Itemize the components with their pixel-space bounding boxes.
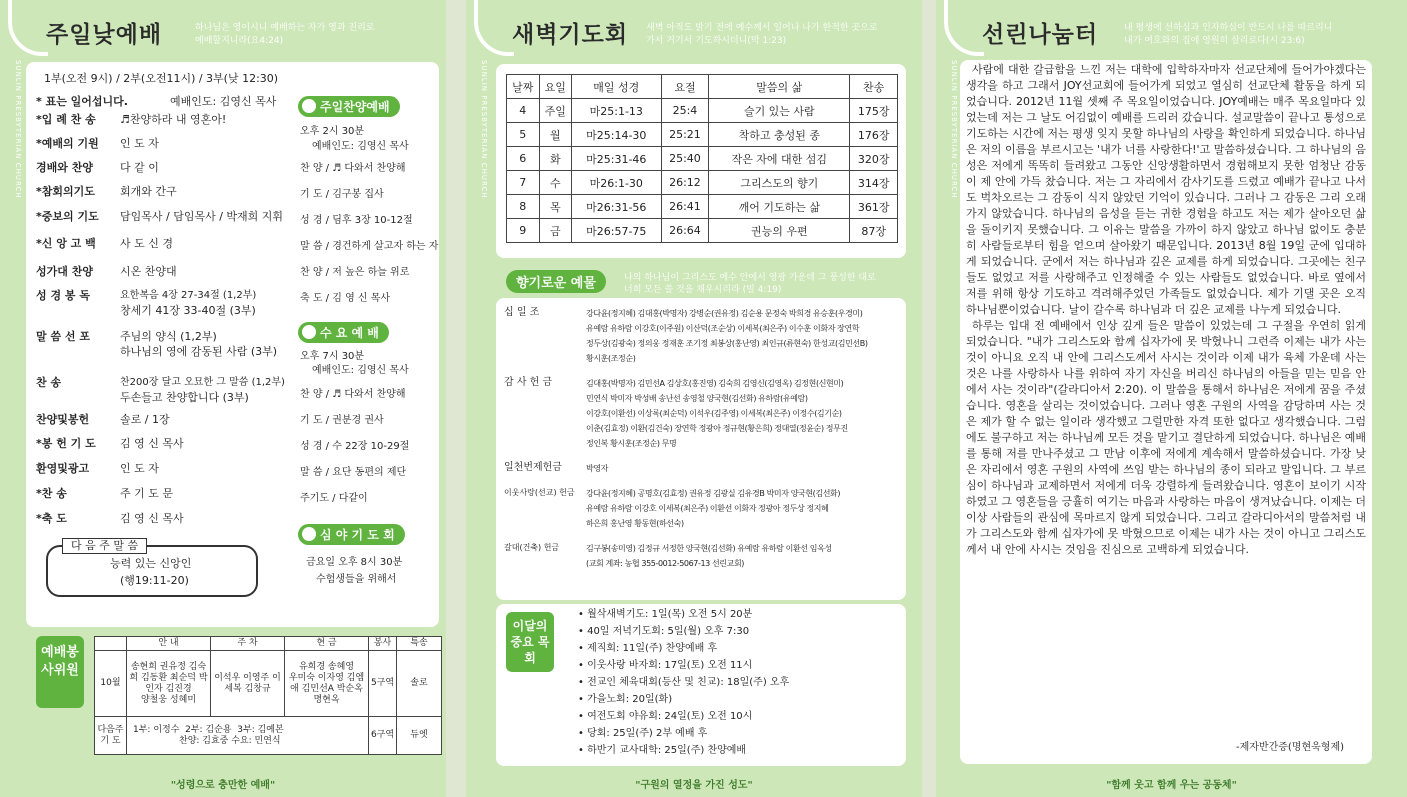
night-prayer-time: 금요일 오후 8시 30분 <box>306 557 403 568</box>
vol-header-song: 특송 <box>397 637 442 651</box>
order-label: *입 례 찬 송 <box>36 113 96 126</box>
order-label: *신 앙 고 백 <box>36 237 96 250</box>
vol-header-offering: 현 금 <box>285 637 369 651</box>
next-week-3: 3부: 김예본 <box>237 724 284 735</box>
vol-guide2: 양철웅 성혜미 <box>140 694 197 705</box>
dawn-table-cell: 마26:1-30 <box>572 171 662 195</box>
header-curve-decoration <box>8 0 48 56</box>
news-item: • 이웃사랑 바자회: 17일(토) 오전 11시 <box>578 660 753 671</box>
dawn-table-cell: 권능의 우편 <box>709 219 850 243</box>
offering-names: 이강호(이환선) 이상록(최순덕) 이석우(김주영) 이세복(최은주) 이정수(김기순) <box>586 409 842 418</box>
next-sermon-label: 다 음 주 말 씀 <box>62 538 147 554</box>
next-week-1: 1부: 이정수 <box>133 724 180 735</box>
order-value: 두손들고 찬양합니다 (3부) <box>120 391 249 404</box>
offering-verse-line1: 나의 하나님이 그리스도 예수 안에서 영광 가운데 그 풍성한 대로 <box>624 273 876 283</box>
dawn-table-cell: 마26:57-75 <box>572 219 662 243</box>
service-row: 축 도 / 김 영 신 목사 <box>300 293 391 304</box>
order-label: *예배의 기원 <box>36 137 99 150</box>
dawn-table-header: 매일 성경 <box>572 75 662 99</box>
vol-service: 5구역 <box>369 651 397 717</box>
dawn-table-row <box>507 123 898 147</box>
news-item: • 40일 저녁기도회: 5일(월) 오후 7:30 <box>578 626 750 637</box>
offering-names: 강다윤(정지혜) 김대홍(박명자) 강병순(권유정) 김순용 문정숙 박희경 유승훈(우경미) <box>586 309 863 318</box>
dawn-table-cell: 25:21 <box>661 123 709 147</box>
offering-names: 김구봉(송미영) 김정규 서정한 양국현(김선화) 유예람 유하람 이환선 임옥성 <box>586 544 832 553</box>
pill-dot-icon <box>302 99 316 113</box>
worship-title: 주일낮예배 <box>46 22 163 48</box>
offering-names: 정인복 황시훈(조정순) 무명 <box>586 439 677 448</box>
dawn-table-cell: 마25:14-30 <box>572 123 662 147</box>
order-value: 담임목사 / 담임목사 / 박재희 지휘 <box>120 210 284 223</box>
wednesday-service-title: 수 요 예 배 <box>320 326 379 340</box>
next-service: 6구역 <box>369 717 397 755</box>
praise-service-lead: 예배인도: 김영신 목사 <box>312 141 409 152</box>
dawn-table-cell: 26:64 <box>661 219 709 243</box>
sharing-panel <box>936 0 1407 797</box>
offering-label: 일천번제헌금 <box>504 462 562 473</box>
order-label: * 표는 일어섭니다. <box>36 95 128 108</box>
dawn-table-cell: 작은 자에 대한 섬김 <box>709 147 850 171</box>
next-song: 듀엣 <box>397 717 442 755</box>
service-row: 말 씀 / 요단 동편의 제단 <box>300 467 407 478</box>
dawn-table-cell: 금 <box>539 219 572 243</box>
news-item: • 여전도회 야유회: 24일(토) 오전 10시 <box>578 711 753 722</box>
dawn-table-cell: 6 <box>507 147 540 171</box>
offering-names: 강다윤(정지혜) 공명호(김효정) 권유정 김광실 김유경B 박미자 양국현(김선화) <box>586 489 841 498</box>
next-week-label: 다음주 기 도 <box>95 717 127 755</box>
dawn-table-cell: 월 <box>539 123 572 147</box>
dawn-table-cell: 그리스도의 향기 <box>709 171 850 195</box>
worship-header <box>0 0 446 62</box>
dawn-table-cell: 7 <box>507 171 540 195</box>
worship-verse-line2: 예배할지니라(요4:24) <box>195 36 284 46</box>
next-sermon-ref: (행19:11-20) <box>120 574 189 587</box>
offering-names: 민연식 박미자 박성배 송난선 송영철 양국현(김선화) 유하람(유예람) <box>586 394 808 403</box>
offering-names: (교회 계좌: 농협 355-0012-5067-13 선린교회) <box>586 559 745 568</box>
offering-names: 정두상(김광숙) 정의웅 정재훈 조기정 최봉상(홍난영) 최인규(류현숙) 한성교(김민선B) <box>586 339 868 348</box>
next-week-2: 2부: 김순용 <box>185 724 232 735</box>
night-prayer-desc: 수험생들을 위해서 <box>316 574 397 585</box>
dawn-table-header: 날짜 <box>507 75 540 99</box>
service-times: 1부(오전 9시) / 2부(오전11시) / 3부(낮 12:30) <box>44 72 279 85</box>
order-value: 인 도 자 <box>120 462 159 475</box>
dawn-table-cell: 25:40 <box>661 147 709 171</box>
church-side-label: SUNLIN PRESBYTERIAN CHURCH <box>950 60 958 199</box>
vol-header-guide: 안 내 <box>127 637 211 651</box>
dawn-table-cell: 화 <box>539 147 572 171</box>
dawn-verse-line2: 가서 거기서 기도하시더니(막 1:23) <box>646 36 787 46</box>
news-item: • 가을노회: 20일(화) <box>578 694 673 705</box>
vol-header-parking: 주 차 <box>211 637 285 651</box>
testimony-essay <box>966 62 1366 558</box>
vol-parking: 이석우 이영주 이세복 김창규 <box>211 651 285 717</box>
news-item: • 제직회: 11일(주) 찬양예배 후 <box>578 643 718 654</box>
offering-names: 이춘(김효정) 이환(김건숙) 장연학 정광아 정규현(황은희) 정대열(정윤순) 정무진 <box>586 424 848 433</box>
service-row: 성 경 / 딤후 3장 10-12절 <box>300 215 413 226</box>
pill-dot-icon <box>302 527 316 541</box>
dawn-table-cell: 마25:31-46 <box>572 147 662 171</box>
order-label: 성 경 봉 독 <box>36 289 90 302</box>
dawn-table-cell: 마25:1-13 <box>572 99 662 123</box>
order-value: 사 도 신 경 <box>120 237 173 250</box>
dawn-verse-line1: 새벽 아직도 밝기 전에 예수께서 일어나 나가 한적한 곳으로 <box>646 23 878 33</box>
dawn-table-row <box>507 99 898 123</box>
pill-dot-icon <box>302 325 316 339</box>
dawn-footer: "구원의 열정을 가진 성도" <box>635 780 753 791</box>
offering-names: 유예람 유하람 이강호 이세복(최은주) 이환선 이화자 정광아 정두상 정지혜 <box>586 504 829 513</box>
dawn-table-cell: 8 <box>507 195 540 219</box>
news-item: • 당회: 25일(주) 2부 예배 후 <box>578 728 708 739</box>
night-prayer-pill <box>298 524 405 545</box>
news-item: • 전교인 체육대회(등산 및 친교): 18일(주) 오후 <box>578 677 790 688</box>
vol-offering: 유희경 송혜영 <box>298 661 355 672</box>
order-label: *축 도 <box>36 512 67 525</box>
order-value: ♬찬양하라 내 영혼아! <box>120 113 227 126</box>
vol-offering2: 우미숙 이자영 김엠애 김민선A 박순옥 <box>288 672 365 694</box>
news-item: • 월삭새벽기도: 1일(목) 오전 5시 20분 <box>578 609 753 620</box>
night-prayer-title: 심 야 기 도 회 <box>320 528 395 542</box>
service-row: 기 도 / 김구봉 집사 <box>300 189 384 200</box>
service-row: 찬 양 / ♬ 다와서 찬양해 <box>300 163 406 174</box>
wednesday-service-time: 오후 7시 30분 <box>300 351 365 362</box>
dawn-table-cell: 26:12 <box>661 171 709 195</box>
dawn-table-header: 찬송 <box>850 75 898 99</box>
offering-pill: 향기로운 예물 <box>506 270 606 293</box>
dawn-table-cell: 5 <box>507 123 540 147</box>
essay-signature: -제자반간증(명현욱형제) <box>1236 742 1345 753</box>
worship-panel <box>0 0 446 797</box>
dawn-table-cell: 4 <box>507 99 540 123</box>
dawn-table-cell: 25:4 <box>661 99 709 123</box>
wednesday-service-pill <box>298 322 389 343</box>
service-row: 주기도 / 다같이 <box>300 493 368 504</box>
sharing-verse-line1: 내 평생에 선하심과 인자하심이 반드시 나를 따르리니 <box>1124 23 1333 33</box>
vol-month: 10월 <box>95 651 127 717</box>
dawn-table-cell: 주일 <box>539 99 572 123</box>
order-value: 요한복음 4장 27-34절 (1,2부) <box>120 290 257 301</box>
vol-corner <box>95 637 127 651</box>
sharing-footer: "함께 웃고 함께 우는 공동체" <box>1106 780 1237 791</box>
next-week-4: 찬양: 김효중 수요: 민연식 <box>179 735 281 746</box>
order-value: 김 영 신 목사 <box>120 437 184 450</box>
dawn-table-cell: 320장 <box>850 147 898 171</box>
dawn-schedule-table <box>506 74 898 243</box>
dawn-table-row <box>507 171 898 195</box>
service-row: 찬 양 / 저 높은 하늘 위로 <box>300 267 410 278</box>
order-value: 회개와 간구 <box>120 185 177 198</box>
dawn-table-cell: 수 <box>539 171 572 195</box>
order-value: 다 같 이 <box>120 161 159 174</box>
offering-label: 이웃사랑(선교) 헌금 <box>504 488 575 497</box>
order-value: 주님의 양식 (1,2부) <box>120 330 217 343</box>
order-label: 찬양및봉헌 <box>36 413 90 426</box>
dawn-table-row <box>507 195 898 219</box>
dawn-table-cell: 9 <box>507 219 540 243</box>
dawn-table-row <box>507 147 898 171</box>
church-side-label: SUNLIN PRESBYTERIAN CHURCH <box>480 60 488 199</box>
order-label: 찬 송 <box>36 376 62 389</box>
offering-label: 감 사 헌 금 <box>504 377 553 388</box>
offering-names: 김대홍(박명자) 김민선A 김상호(홍진영) 김숙희 김영신(김영옥) 김정현(신현미) <box>586 379 844 388</box>
order-label: 말 씀 선 포 <box>36 330 90 343</box>
sharing-verse-line2: 내가 여호와의 집에 영원히 살리로다(시 23:6) <box>1124 36 1305 46</box>
order-label: *참회의기도 <box>36 185 95 198</box>
dawn-table-cell: 슬기 있는 사람 <box>709 99 850 123</box>
service-row: 말 씀 / 경건하게 살고자 하는 자 <box>300 241 439 252</box>
order-label: *찬 송 <box>36 487 67 500</box>
dawn-prayer-panel <box>466 0 922 797</box>
essay-paragraph: 하루는 입대 전 예배에서 인상 깊게 들은 말씀이 있었는데 그 구절을 우연히 읽게 되었습니다. "내가 그리스도와 함께 십자가에 못 박혔나니 그런즉 이제는 내가 사는 것이 아니요 오직 내 안에 그리스도께서 사시는 것이라 이제 내가 육체 가운데 사는 것은 나를 사랑하사 나를 위하여 자기 자신을 버리신 하나님의 아들을 믿는 믿음 안에서 사는 것이라"(갈라디아서 2:20). 이 말씀을 통해서 하나님은 저에게 꿈을 주셨습니다. 영혼을 살리는 것이었습니다. 그러나 영혼 구원의 사역을 감당하며 사는 것은 제가 할 수 없는 일이라 생각했고 그럴만한 자격 또한 없다고 생각했습니다. 그럼에도 불구하고 저는 하나님께 모든 것을 맡기고 결단하게 되었습니다. 하나님은 예배를 통해 저를 만나주셨고 그 만남 이후에 저에게 계속해서 말씀하셨습니다. 가장 낮은 자리에서 영혼 구원의 사역에 쓰임 받는 하나님의 종이 되라고 말입니다. 그 부르심이 하나님과 교제하면서 저에게 더욱 강렬하게 들려왔습니다. 영혼이 보이기 시작하였고 그 영혼들을 긍휼히 여기는 마음과 사랑하는 마음이 생겨났습니다. 이제는 더 이상 사람들의 관심에 목마르지 않게 되었습니다. 그리고 갈라디아서의 말씀처럼 내가 그리스도와 함께 십자가에 못 박혔으므로 이제는 내가 사는 것이 아니고 그리스도께서 내 안에 사시는 것임을 진심으로 고백하게 되었습니다. <box>966 319 1366 556</box>
order-value: 하나님의 영에 감동된 사람 (3부) <box>120 345 278 358</box>
dawn-title: 새벽기도회 <box>512 22 629 48</box>
order-label: *봉 헌 기 도 <box>36 437 96 450</box>
dawn-table-cell: 87장 <box>850 219 898 243</box>
service-row: 성 경 / 수 22장 10-29절 <box>300 441 410 452</box>
offering-label: 십 일 조 <box>504 307 540 318</box>
church-side-label: SUNLIN PRESBYTERIAN CHURCH <box>14 60 22 199</box>
order-label: *중보의 기도 <box>36 210 99 223</box>
dawn-table-cell: 목 <box>539 195 572 219</box>
offering-label: 갈대(건축) 헌금 <box>504 543 560 552</box>
dawn-table-cell: 깨어 기도하는 삶 <box>709 195 850 219</box>
order-value: 예배인도: 김영신 목사 <box>170 95 277 108</box>
order-value: 인 도 자 <box>120 137 159 150</box>
service-row: 기 도 / 권분경 권사 <box>300 415 384 426</box>
dawn-table-cell: 착하고 충성된 종 <box>709 123 850 147</box>
vol-song: 솔로 <box>397 651 442 717</box>
dawn-table-cell: 314장 <box>850 171 898 195</box>
sharing-header <box>936 0 1407 62</box>
news-label: 이달의 중요 목회 <box>506 612 554 672</box>
volunteer-table <box>94 636 442 755</box>
worship-footer: "성령으로 충만한 예배" <box>170 780 276 791</box>
offering-verse-line2: 너희 모든 쓸 것을 채우시리라 (빌 4:19) <box>624 285 782 295</box>
dawn-table-cell: 176장 <box>850 123 898 147</box>
praise-service-pill <box>298 96 400 117</box>
dawn-table-cell: 175장 <box>850 99 898 123</box>
offering-names: 황시훈(조정순) <box>586 354 636 363</box>
order-label: 성가대 찬양 <box>36 265 93 278</box>
offering-names: 하은희 홍난영 황동현(하선숙) <box>586 519 684 528</box>
dawn-table-header: 요일 <box>539 75 572 99</box>
order-value: 주 기 도 문 <box>120 487 173 500</box>
dawn-table-cell: 26:41 <box>661 195 709 219</box>
sharing-title: 선린나눔터 <box>982 22 1099 48</box>
offering-names: 박영자 <box>586 464 608 473</box>
order-label: 경배와 찬양 <box>36 161 93 174</box>
dawn-table-cell: 마26:31-56 <box>572 195 662 219</box>
essay-paragraph: 사람에 대한 갈급함을 느낀 저는 대학에 입학하자마자 선교단체에 들어가야겠다는 생각을 하고 그래서 JOY선교회에 들어가게 되었고 열심히 선교단체 활동을 하게 되었습니다. 2012년 11월 셋째 주 목요일이었습니다. JOY예배는 매주 목요일마다 있었는데 저는 그 날도 어김없이 예배를 드리러 갔습니다. 설교말씀이 끝나고 통성으로 기도하는 시간에 저는 평생 잊지 못할 하나님의 사랑을 확인하게 되었습니다. 하나님은 저의 이름을 부르시고는 '내가 너를 사랑한다!'고 말씀하셨습니다. 그 하나님의 음성은 저에게 똑똑히 들려왔고 그동안 신앙생활하면서 경험해보지 못한 엄청난 감동이 제 안에 가득 찼습니다. 저는 그 자리에서 감사기도를 드렸고 예배가 끝나고 나서도 벅차오르는 그 감동이 식지 않았던 기억이 있습니다. 그러나 그 감동은 그리 오래가지 않았습니다. 하나님의 음성을 듣는 귀한 경험을 하고도 저는 제가 살아오던 삶을 돌이키지 못했습니다. 그 이유는 말씀을 가까이 하지 않았고 하나님 없이도 충분히 사람들로부터 힘을 얻으며 살아왔기 때문입니다. 2013년 8월 19일 군에 입대하게 되었습니다. 군에서 저는 하나님과 깊은 교제를 하게 되었습니다. 그곳에는 친구들도 없었고 저를 사랑해주고 인정해줄 수 있는 사람들도 없었습니다. 바로 옆에서 저를 위해 항상 기도하고 격려해주었던 가족들도 없었습니다. 제가 기댈 곳은 오직 하나님뿐이었습니다. 날이 갈수록 하나님과 더 깊은 교제를 나누게 되었습니다. <box>966 63 1366 316</box>
wednesday-service-lead: 예배인도: 김영신 목사 <box>312 365 409 376</box>
order-value: 창세기 41장 33-40절 (3부) <box>120 304 256 317</box>
praise-service-title: 주일찬양예배 <box>320 100 390 114</box>
dawn-table-cell: 361장 <box>850 195 898 219</box>
worship-verse-line1: 하나님은 영이시니 예배하는 자가 영과 진리로 <box>195 23 375 33</box>
order-value: 김 영 신 목사 <box>120 512 184 525</box>
order-value: 솔로 / 1장 <box>120 413 170 426</box>
next-sermon-title: 능력 있는 신앙인 <box>110 557 192 570</box>
header-curve-decoration <box>474 0 514 56</box>
vol-guide: 송현희 권유정 김숙희 김동환 최순덕 박인자 김진경 <box>129 661 208 694</box>
dawn-table-header: 말씀의 삶 <box>709 75 850 99</box>
order-value: 찬200장 달고 오묘한 그 말씀 (1,2부) <box>120 377 285 388</box>
volunteer-label: 예배봉사위원 <box>36 636 84 708</box>
dawn-table-header: 요절 <box>661 75 709 99</box>
dawn-header <box>466 0 922 62</box>
header-curve-decoration <box>944 0 984 56</box>
vol-offering3: 명현옥 <box>313 694 340 705</box>
vol-header-service: 봉사 <box>369 637 397 651</box>
service-row: 찬 양 / ♬ 다와서 찬양해 <box>300 389 406 400</box>
offering-names: 유예람 유하람 이강호(이주원) 이산덕(조순상) 이세복(최은주) 이수훈 이화자 장연학 <box>586 324 860 333</box>
praise-service-time: 오후 2시 30분 <box>300 126 365 137</box>
order-value: 시온 찬양대 <box>120 265 177 278</box>
dawn-table-row <box>507 219 898 243</box>
news-item: • 하반기 교사대학: 25일(주) 찬양예배 <box>578 745 747 756</box>
order-label: 환영및광고 <box>36 462 90 475</box>
